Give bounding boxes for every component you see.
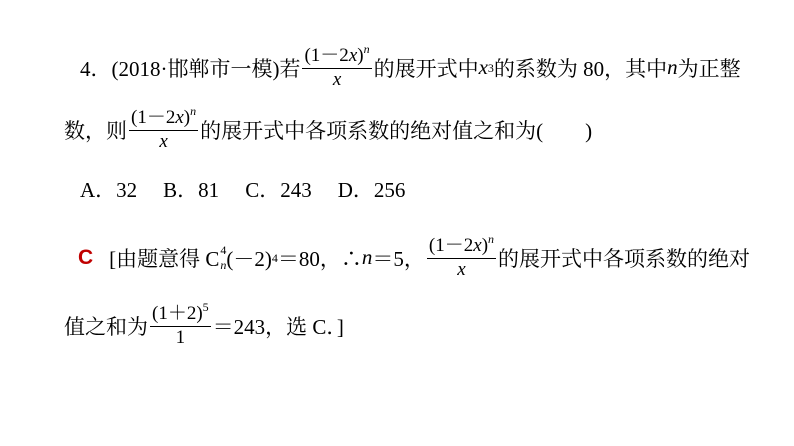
problem-line-2 xyxy=(64,104,593,152)
fraction-2-numerator: $(1-2x)^n$ xyxy=(131,104,197,128)
option-c: C．243 xyxy=(245,178,312,202)
solution-text-1: [由题意得 C xyxy=(109,246,220,271)
problem-number: 4． xyxy=(80,56,112,81)
comb-upper: 4 xyxy=(220,242,227,257)
comb-lower: n xyxy=(220,257,227,272)
option-d: D．256 xyxy=(337,178,406,202)
option-a: A．32 xyxy=(80,178,138,202)
fraction-3 xyxy=(427,232,496,280)
problem-source: (2018·邯郸市一模) xyxy=(111,56,280,81)
solution-text-5: 的展开式中各项系数的绝对 xyxy=(498,246,751,271)
fraction-2-denominator: x xyxy=(159,130,168,152)
problem-text-4: 为正整 xyxy=(677,56,741,81)
problem-text-3: 的系数为 80，其中 xyxy=(493,56,668,81)
fraction-1 xyxy=(302,42,371,90)
solution-text-6: 值之和为 xyxy=(64,314,148,339)
option-b: B．81 xyxy=(163,178,220,202)
solution-text-7: ＝243，选 C．] xyxy=(212,314,344,339)
solution-text-4: ＝5， xyxy=(372,246,425,271)
problem-line-1: 4． (2018·邯郸市一模) 若 $\frac{(1-2x)^n}{x}$ 的展开式中 x 3 的系数为 80，其中 n 为正整 xyxy=(80,42,741,90)
fraction-2 xyxy=(129,104,198,152)
fraction-4 xyxy=(150,300,211,348)
solution-var-n: n xyxy=(361,245,373,270)
fraction-3-denominator: x xyxy=(457,258,466,280)
problem-text-1: 若 xyxy=(279,56,301,81)
problem-text-6: 的展开式中各项系数的绝对值之和为( ) xyxy=(200,118,593,143)
fraction-1-denominator: x xyxy=(332,68,342,90)
fraction-3-numerator: $(1-2x)^n$ xyxy=(428,232,495,256)
answer-label: C xyxy=(78,245,94,269)
problem-text-2: 的展开式中 xyxy=(373,56,479,81)
solution-line-2 xyxy=(64,300,344,348)
combination-symbol xyxy=(219,242,227,272)
solution-text-3: ＝80，∴ xyxy=(277,246,362,271)
problem-text-5: 数，则 xyxy=(64,118,127,143)
fraction-1-numerator: $(1-2x)^n$ xyxy=(304,42,370,66)
solution-line-1: C [由题意得 C 4 n (－2) 4 ＝80，∴ n ＝5， $\frac{(1-2x)^n}{x}$ 的展开式中各项系数的绝对 xyxy=(78,232,751,280)
var-x: x xyxy=(478,55,488,80)
fraction-4-numerator: $(1+2)^5$ xyxy=(152,300,209,324)
options-line xyxy=(80,174,405,204)
fraction-4-denominator: 1 xyxy=(175,326,186,348)
var-n: n xyxy=(667,55,678,80)
solution-text-2: (－2) xyxy=(226,246,272,271)
